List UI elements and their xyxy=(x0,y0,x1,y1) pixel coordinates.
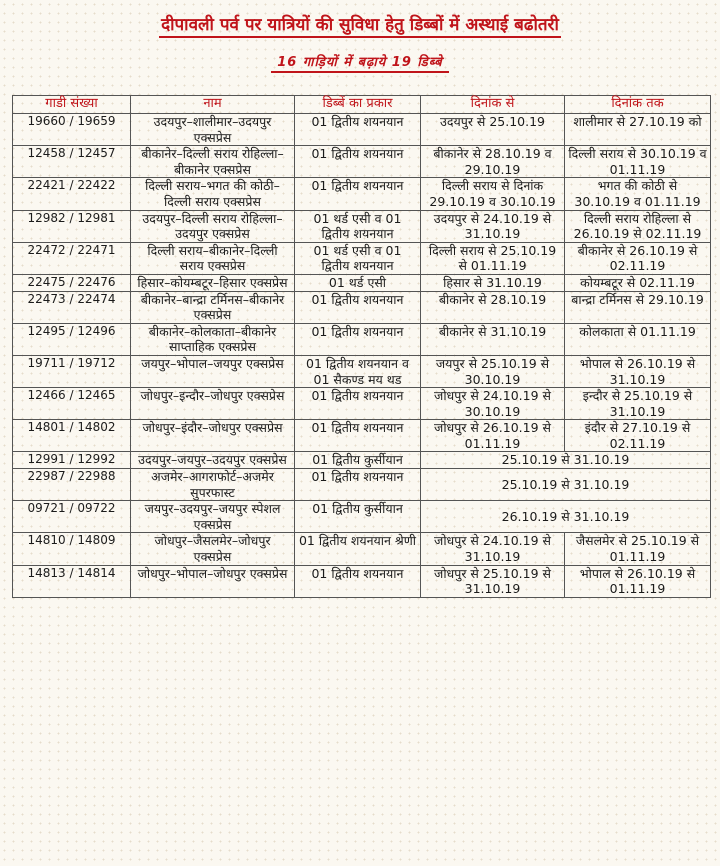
period-cell: 25.10.19 से 31.10.19 xyxy=(421,469,711,501)
date-from-cell: जोधपुर से 26.10.19 से 01.11.19 xyxy=(421,420,565,452)
date-to-cell: इन्दौर से 25.10.19 से 31.10.19 xyxy=(565,388,711,420)
train-name-cell: जोधपुर–इन्दौर–जोधपुर एक्सप्रेस xyxy=(131,388,295,420)
header-coach-type: डिब्बें का प्रकार xyxy=(295,96,421,114)
header-date-from: दिनांक से xyxy=(421,96,565,114)
date-to-cell: इंदौर से 27.10.19 से 02.11.19 xyxy=(565,420,711,452)
date-from-cell: जोधपुर से 24.10.19 से 31.10.19 xyxy=(421,533,565,565)
coach-type-cell: 01 द्वितीय कुर्सीयान xyxy=(295,452,421,469)
table-row xyxy=(13,114,711,146)
train-name-cell: बीकानेर–दिल्ली सराय रोहिल्ला–बीकानेर एक्सप्रेस xyxy=(131,146,295,178)
coach-type-cell: 01 द्वितीय कुर्सीयान xyxy=(295,501,421,533)
train-name-cell: बीकानेर–कोलकाता–बीकानेर साप्ताहिक एक्सप्रेस xyxy=(131,323,295,355)
train-name-cell: जोधपुर–इंदौर–जोधपुर एक्सप्रेस xyxy=(131,420,295,452)
table-body xyxy=(13,114,711,598)
train-number-cell: 09721 / 09722 xyxy=(13,501,131,533)
period-cell: 25.10.19 से 31.10.19 xyxy=(421,452,711,469)
train-name-cell: जयपुर–उदयपुर–जयपुर स्पेशल एक्सप्रेस xyxy=(131,501,295,533)
train-number-cell: 12982 / 12981 xyxy=(13,210,131,242)
table-row xyxy=(13,323,711,355)
date-from-cell: बीकानेर से 28.10.19 xyxy=(421,291,565,323)
date-from-cell: हिसार से 31.10.19 xyxy=(421,274,565,291)
table-row xyxy=(13,178,711,210)
train-name-cell: उदयपुर–शालीमार–उदयपुर एक्सप्रेस xyxy=(131,114,295,146)
table-row xyxy=(13,501,711,533)
train-number-cell: 19711 / 19712 xyxy=(13,355,131,387)
train-number-cell: 12495 / 12496 xyxy=(13,323,131,355)
coach-type-cell: 01 द्वितीय शयनयान xyxy=(295,291,421,323)
train-name-cell: हिसार–कोयम्बटूर–हिसार एक्सप्रेस xyxy=(131,274,295,291)
date-to-cell: कोयम्बटूर से 02.11.19 xyxy=(565,274,711,291)
coach-type-cell: 01 द्वितीय शयनयान xyxy=(295,565,421,597)
train-name-cell: दिल्ली सराय–बीकानेर–दिल्ली सराय एक्सप्रेस xyxy=(131,242,295,274)
date-to-cell: भोपाल से 26.10.19 से 01.11.19 xyxy=(565,565,711,597)
train-number-cell: 12466 / 12465 xyxy=(13,388,131,420)
date-from-cell: बीकानेर से 31.10.19 xyxy=(421,323,565,355)
train-name-cell: दिल्ली सराय–भगत की कोठी–दिल्ली सराय एक्सप्रेस xyxy=(131,178,295,210)
coach-type-cell: 01 थर्ड एसी व 01 द्वितीय शयनयान xyxy=(295,242,421,274)
date-to-cell: भगत की कोठी से 30.10.19 व 01.11.19 xyxy=(565,178,711,210)
table-row xyxy=(13,420,711,452)
coach-type-cell: 01 द्वितीय शयनयान xyxy=(295,146,421,178)
train-name-cell: जोधपुर–जैसलमेर–जोधपुर एक्सप्रेस xyxy=(131,533,295,565)
date-from-cell: जयपुर से 25.10.19 से 30.10.19 xyxy=(421,355,565,387)
train-number-cell: 19660 / 19659 xyxy=(13,114,131,146)
table-row xyxy=(13,533,711,565)
table-row xyxy=(13,388,711,420)
date-to-cell: कोलकाता से 01.11.19 xyxy=(565,323,711,355)
table-row xyxy=(13,469,711,501)
date-to-cell: दिल्ली सराय से 30.10.19 व 01.11.19 xyxy=(565,146,711,178)
train-name-cell: उदयपुर–दिल्ली सराय रोहिल्ला–उदयपुर एक्सप्रेस xyxy=(131,210,295,242)
train-number-cell: 22987 / 22988 xyxy=(13,469,131,501)
date-to-cell: भोपाल से 26.10.19 से 31.10.19 xyxy=(565,355,711,387)
date-from-cell: दिल्ली सराय से 25.10.19 से 01.11.19 xyxy=(421,242,565,274)
train-number-cell: 12991 / 12992 xyxy=(13,452,131,469)
table-header-row xyxy=(13,96,711,114)
coach-type-cell: 01 द्वितीय शयनयान व 01 सैकण्ड मय थड xyxy=(295,355,421,387)
table-row xyxy=(13,210,711,242)
coach-type-cell: 01 द्वितीय शयनयान xyxy=(295,469,421,501)
train-name-cell: अजमेर–आगराफोर्ट–अजमेर सुपरफास्ट xyxy=(131,469,295,501)
header-train-number: गाडी संख्या xyxy=(13,96,131,114)
train-name-cell: जयपुर–भोपाल–जयपुर एक्सप्रेस xyxy=(131,355,295,387)
train-number-cell: 12458 / 12457 xyxy=(13,146,131,178)
coach-type-cell: 01 द्वितीय शयनयान श्रेणी xyxy=(295,533,421,565)
date-from-cell: जोधपुर से 24.10.19 से 30.10.19 xyxy=(421,388,565,420)
coach-type-cell: 01 द्वितीय शयनयान xyxy=(295,114,421,146)
coach-type-cell: 01 थर्ड एसी xyxy=(295,274,421,291)
date-to-cell: बान्द्रा टर्मिनस से 29.10.19 xyxy=(565,291,711,323)
train-name-cell: उदयपुर–जयपुर–उदयपुर एक्सप्रेस xyxy=(131,452,295,469)
date-to-cell: दिल्ली सराय रोहिल्ला से 26.10.19 से 02.11.19 xyxy=(565,210,711,242)
coach-type-cell: 01 द्वितीय शयनयान xyxy=(295,420,421,452)
date-from-cell: जोधपुर से 25.10.19 से 31.10.19 xyxy=(421,565,565,597)
coach-type-cell: 01 द्वितीय शयनयान xyxy=(295,388,421,420)
train-number-cell: 22473 / 22474 xyxy=(13,291,131,323)
train-name-cell: जोधपुर–भोपाल–जोधपुर एक्सप्रेस xyxy=(131,565,295,597)
table-row xyxy=(13,242,711,274)
train-number-cell: 22472 / 22471 xyxy=(13,242,131,274)
date-to-cell: शालीमार से 27.10.19 को xyxy=(565,114,711,146)
date-from-cell: दिल्ली सराय से दिनांक 29.10.19 व 30.10.19 xyxy=(421,178,565,210)
coach-type-cell: 01 द्वितीय शयनयान xyxy=(295,178,421,210)
header-train-name: नाम xyxy=(131,96,295,114)
coach-augmentation-table xyxy=(12,95,711,598)
table-row xyxy=(13,274,711,291)
train-number-cell: 14810 / 14809 xyxy=(13,533,131,565)
coach-type-cell: 01 द्वितीय शयनयान xyxy=(295,323,421,355)
table-row xyxy=(13,452,711,469)
page-subtitle: 16 गाड़ियों में बढ़ाये 19 डिब्बे xyxy=(0,52,720,70)
train-name-cell: बीकानेर–बान्द्रा टर्मिनस–बीकानेर एक्सप्रेस xyxy=(131,291,295,323)
date-to-cell: बीकानेर से 26.10.19 से 02.11.19 xyxy=(565,242,711,274)
train-number-cell: 14801 / 14802 xyxy=(13,420,131,452)
train-number-cell: 14813 / 14814 xyxy=(13,565,131,597)
date-from-cell: उदयपुर से 24.10.19 से 31.10.19 xyxy=(421,210,565,242)
train-number-cell: 22475 / 22476 xyxy=(13,274,131,291)
coach-type-cell: 01 थर्ड एसी व 01 द्वितीय शयनयान xyxy=(295,210,421,242)
table-row xyxy=(13,146,711,178)
train-number-cell: 22421 / 22422 xyxy=(13,178,131,210)
date-from-cell: उदयपुर से 25.10.19 xyxy=(421,114,565,146)
table-row xyxy=(13,291,711,323)
table-row xyxy=(13,565,711,597)
page-title: दीपावली पर्व पर यात्रियों की सुविधा हेतु डिब्बों में अस्थाई बढोतरी xyxy=(0,12,720,35)
date-from-cell: बीकानेर से 28.10.19 व 29.10.19 xyxy=(421,146,565,178)
period-cell: 26.10.19 से 31.10.19 xyxy=(421,501,711,533)
table-row xyxy=(13,355,711,387)
header-date-to: दिनांक तक xyxy=(565,96,711,114)
date-to-cell: जैसलमेर से 25.10.19 से 01.11.19 xyxy=(565,533,711,565)
